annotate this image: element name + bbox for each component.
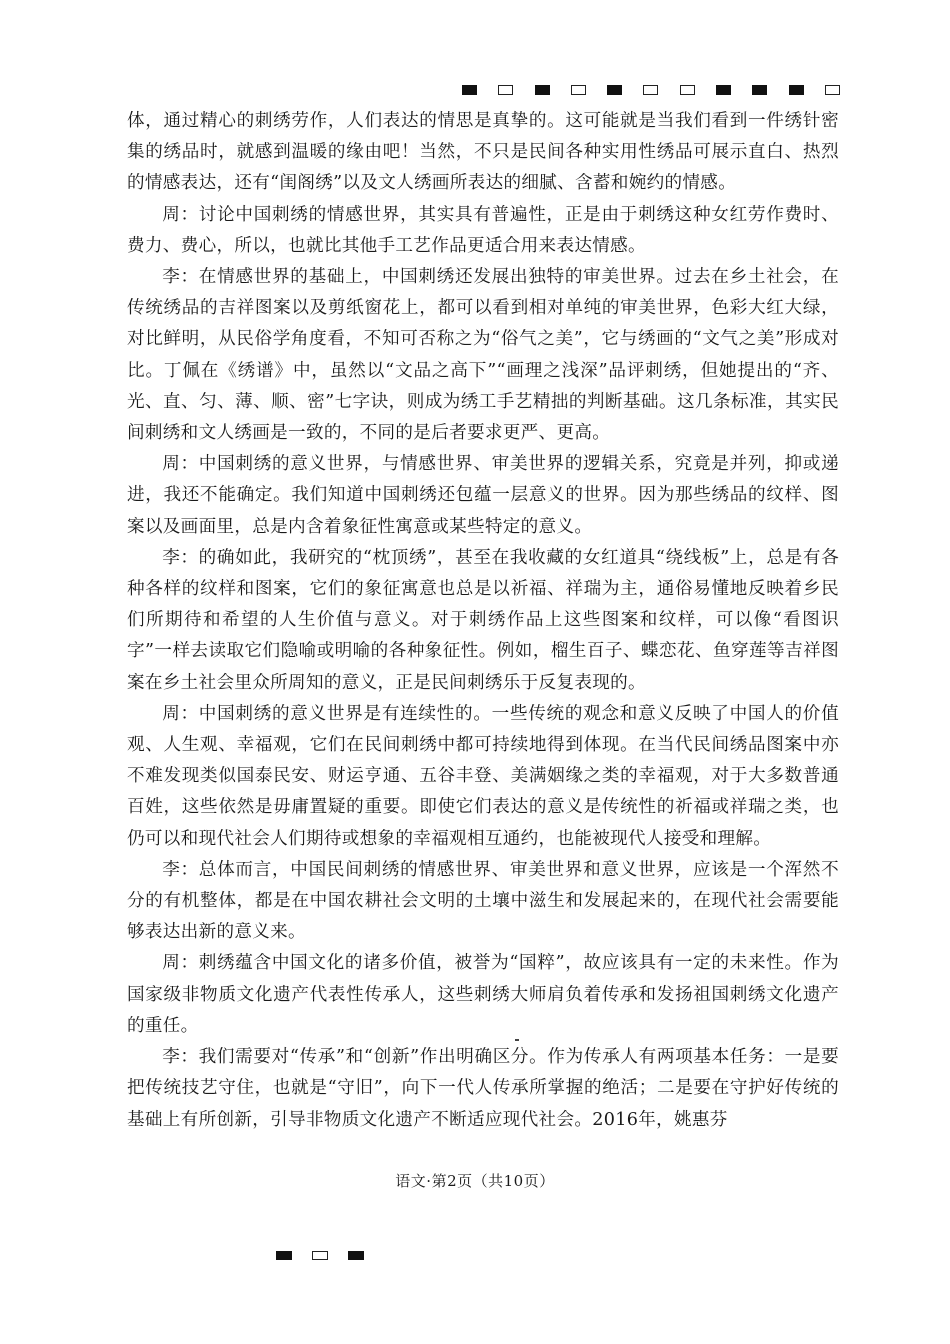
paragraph: 周：刺绣蕴含中国文化的诸多价值，被誉为“国粹”，故应该具有一定的未来性。作为国家级非物质文化遗产代表性传承人，这些刺绣大师肩负着传承和发扬祖国刺绣文化遗产的重任。 bbox=[127, 953, 839, 1036]
filled-square-mark bbox=[607, 85, 622, 95]
filled-square-mark bbox=[348, 1251, 364, 1260]
hollow-square-mark bbox=[498, 85, 513, 95]
registration-marks-top bbox=[462, 83, 840, 96]
filled-square-mark bbox=[535, 85, 550, 95]
filled-square-mark bbox=[752, 85, 767, 95]
filled-square-mark bbox=[789, 85, 804, 95]
paragraph: 李：总体而言，中国民间刺绣的情感世界、审美世界和意义世界，应该是一个浑然不分的有机整体，都是在中国农耕社会文明的土壤中滋生和发展起来的，在现代社会需要能够表达出新的意义来。 bbox=[127, 859, 839, 943]
paragraph: 李：我们需要对“传承”和“创新”作出明确区分。作为传承人有两项基本任务：一是要把传统技艺守住，也就是“守旧”，向下一代人传承所掌握的绝活；二是要在守护好传统的基础上有所创新，引导非物质文化遗产不断适应现代社会。2016年，姚惠芬 bbox=[127, 1047, 839, 1130]
article-body bbox=[127, 106, 839, 1136]
hollow-square-mark bbox=[680, 85, 695, 95]
hollow-square-mark bbox=[825, 85, 840, 95]
paragraph: 体，通过精心的刺绣劳作，人们表达的情思是真挚的。这可能就是当我们看到一件绣针密集的绣品时，就感到温暖的缘由吧！当然，不只是民间各种实用性绣品可展示直白、热烈的情感表达，还有“闺阁绣”以及文人绣画所表达的细腻、含蓄和婉约的情感。 bbox=[127, 111, 839, 194]
hollow-square-mark bbox=[571, 85, 586, 95]
filled-square-mark bbox=[716, 85, 731, 95]
paragraph: 李：在情感世界的基础上，中国刺绣还发展出独特的审美世界。过去在乡土社会，在传统绣品的吉祥图案以及剪纸窗花上，都可以看到相对单纯的审美世界，色彩大红大绿，对比鲜明，从民俗学角度看，不知可否称之为“俗气之美”，它与绣画的“文气之美”形成对比。丁佩在《绣谱》中，虽然以“文品之高下”“画理之浅深”品评刺绣，但她提出的“齐、光、直、匀、薄、顺、密”七字诀，则成为绣工手艺精拙的判断基础。这几条标准，其实民间刺绣和文人绣画是一致的，不同的是后者要求更严、更高。 bbox=[127, 267, 839, 444]
paragraph: 周：中国刺绣的意义世界是有连续性的。一些传统的观念和意义反映了中国人的价值观、人生观、幸福观，它们在民间刺绣中都可持续地得到体现。在当代民间绣品图案中亦不难发现类似国泰民安、财运亨通、五谷丰登、美满姻缘之类的幸福观，对于大多数普通百姓，这些依然是毋庸置疑的重要。即使它们表达的意义是传统性的祈福或祥瑞之类，也仍可以和现代社会人们期待或想象的幸福观相互通约，也能被现代人接受和理解。 bbox=[127, 703, 839, 849]
filled-square-mark bbox=[462, 85, 477, 95]
filled-square-mark bbox=[276, 1251, 292, 1260]
paragraph: 周：讨论中国刺绣的情感世界，其实具有普遍性，正是由于刺绣这种女红劳作费时、费力、费心，所以，也就比其他手工艺作品更适合用来表达情感。 bbox=[127, 204, 839, 256]
page-footer: 语文·第2页（共10页） bbox=[395, 1172, 555, 1190]
registration-marks-bottom bbox=[276, 1250, 364, 1261]
hollow-square-mark bbox=[643, 85, 658, 95]
hollow-square-mark bbox=[312, 1251, 328, 1260]
paragraph: 李：的确如此，我研究的“枕顶绣”，甚至在我收藏的女红道具“绕线板”上，总是有各种各样的纹样和图案，它们的象征寓意也总是以祈福、祥瑞为主，通俗易懂地反映着乡民们所期待和希望的人生价值与意义。对于刺绣作品上这些图案和纹样，可以像“看图识字”一样去读取它们隐喻或明喻的各种象征性。例如，榴生百子、蝶恋花、鱼穿莲等吉祥图案在乡土社会里众所周知的意义，正是民间刺绣乐于反复表现的。 bbox=[127, 547, 839, 693]
scan-speck bbox=[515, 1039, 519, 1041]
paragraph: 周：中国刺绣的意义世界，与情感世界、审美世界的逻辑关系，究竟是并列，抑或递进，我还不能确定。我们知道中国刺绣还包蕴一层意义的世界。因为那些绣品的纹样、图案以及画面里，总是内含着象征性寓意或某些特定的意义。 bbox=[127, 454, 839, 537]
